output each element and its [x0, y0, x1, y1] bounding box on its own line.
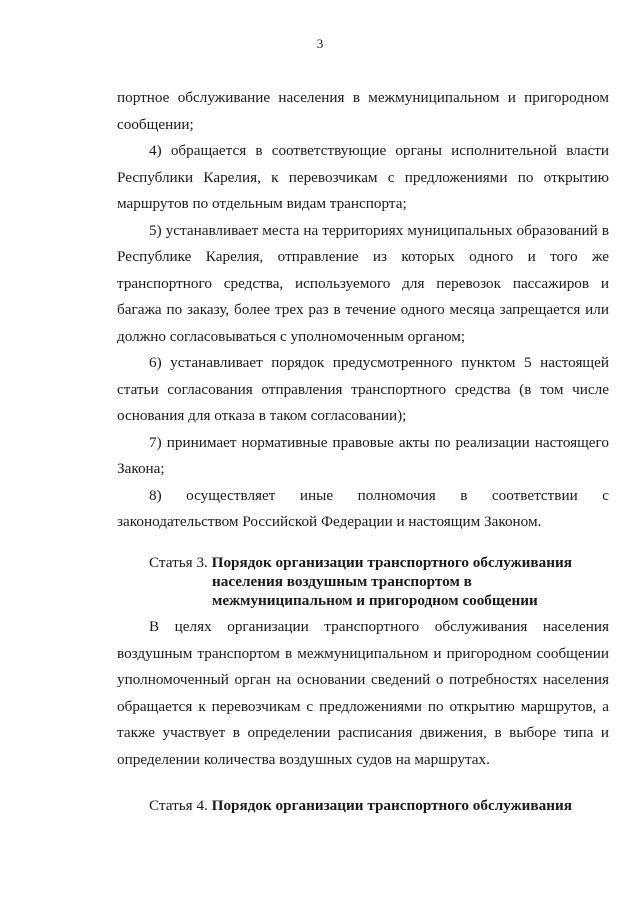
article3-paragraph: В целях организации транспортного обслуживания населения воздушным транспортом в межмуниципальном и пригородном сообщении уполномоченный орган на основании сведений о потребностях населения обращается к перевозчикам с предложениями по открытию маршрутов, а также участвует в определении расписания движения, в выборе типа и определении количества воздушных судов на маршрутах.: [117, 618, 609, 768]
article3-heading: [117, 553, 609, 610]
article4-title-line1: Порядок организации транспортного обслуживания: [211, 797, 572, 814]
article3-title-line1: Порядок организации транспортного обслуживания: [211, 554, 572, 571]
page-number: 3: [316, 36, 324, 51]
list-item-continuation: портное обслуживание населения в межмуниципальном и пригородном сообщении;: [117, 89, 609, 133]
list-item-8: 8) осуществляет иные полномочия в соответствии с законодательством Российской Федерации и настоящим Законом.: [117, 486, 609, 530]
list-item-6: 6) устанавливает порядок предусмотренного пунктом 5 настоящей статьи согласования отправления транспортного средства (в том числе основания для отказа в таком согласовании);: [117, 354, 609, 424]
list-item-4: 4) обращается в соответствующие органы исполнительной власти Республики Карелия, к перевозчикам с предложениями по открытию маршрутов по отдельным видам транспорта;: [117, 142, 609, 212]
list-item-7: 7) принимает нормативные правовые акты по реализации настоящего Закона;: [117, 433, 609, 477]
article4-label: Статья 4.: [149, 797, 208, 814]
article3-body: [117, 614, 609, 773]
article3-title-line3: межмуниципальном и пригородном сообщении: [212, 592, 538, 609]
article4-heading: [117, 796, 609, 815]
article3-label: Статья 3.: [149, 554, 208, 571]
list-item-5: 5) устанавливает места на территориях муниципальных образований в Республике Карелия, отправление из которых одного и того же транспортного средства, используемого для перевозок пассажиров и багажа по заказу, более трех раз в течение одного месяца запрещается или должно согласовываться с уполномоченным органом;: [117, 221, 609, 345]
article3-title-line2: населения воздушным транспортом в: [212, 573, 472, 590]
article2-powers-list: [117, 85, 609, 536]
